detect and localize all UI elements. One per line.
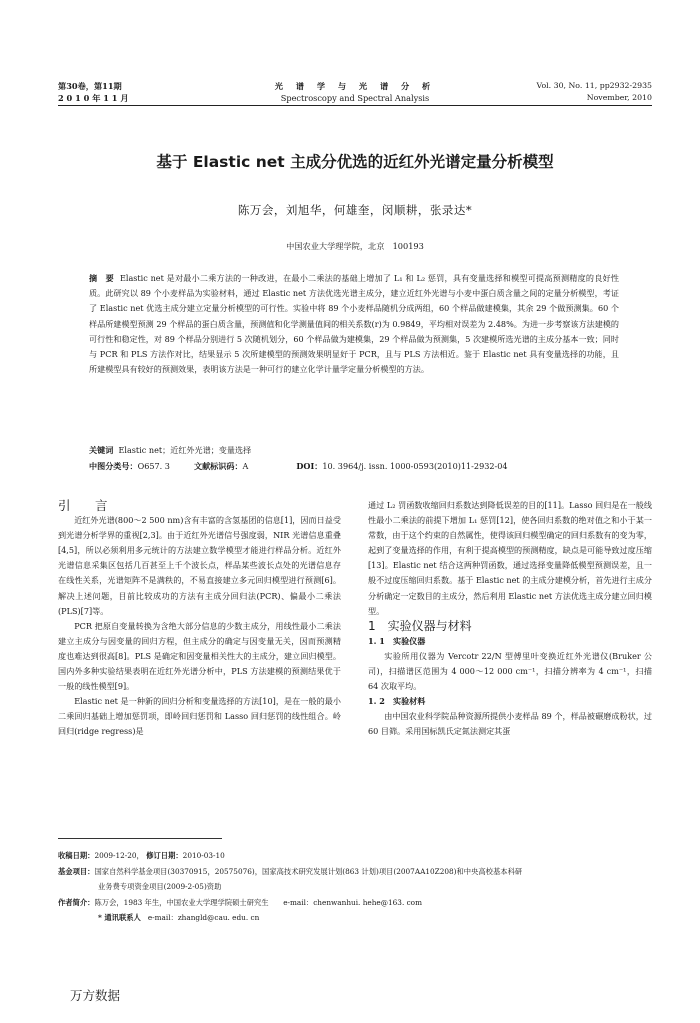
fund-value: 国家自然科学基金项目(30370915，20575076)，国家高技术研究发展计划(863 计划)项目(2007AA10Z208)和中央高校基本科研 [94, 866, 523, 876]
doc-code-label: 文献标识码： [193, 461, 243, 471]
doc-code-value: A [242, 461, 249, 471]
revised-value: 2010-03-10 [182, 851, 225, 860]
footnotes [58, 848, 652, 926]
header-volume-cn: 第30卷，第11期 [58, 81, 122, 91]
intro-paragraph-3: Elastic net 是一种新的回归分析和变量选择的方法[10]，是在一般的最小二乘回归基础上增加惩罚项，即岭回归惩罚和 Lasso 回归惩罚的线性组合。岭回归(ridge regress)是 [58, 696, 341, 737]
corr-value: e-mail：zhangld@cau. edu. cn [147, 913, 260, 922]
subsection-1-1-text: 实验所用仪器为 Vercotr 22/N 型傅里叶变换近红外光谱仪(Bruker 公司)，扫描谱区范围为 4 000～12 000 cm⁻¹，扫描分辨率为 4 cm⁻¹，扫描 64 次取平均。 [368, 650, 652, 692]
header-volume-en: Vol. 30, No. 11, pp2932-2935 [536, 81, 652, 90]
database-watermark: 万方数据 [70, 988, 121, 1003]
footnote-fund [58, 864, 652, 880]
footnote-bio [58, 895, 652, 911]
clc-value: O657. 3 [137, 461, 170, 471]
abstract [89, 271, 619, 377]
keywords-text: Elastic net；近红外光谱；变量选择 [118, 445, 252, 455]
subsection-1-2-heading: 1. 2 实验材料 [368, 696, 426, 707]
doi-value: 10. 3964/j. issn. 1000-0593(2010)11-2932-04 [322, 461, 508, 471]
header-journal [218, 80, 492, 104]
intro-paragraph-2: PCR 把原自变量转换为含绝大部分信息的少数主成分，用线性最小二乘法建立主成分与因变量的回归方程，但主成分的确定与因变量无关，因而预测精度也难达到很高[8]。PLS 是确定和因变量相关性大的主成分，建立回归模型。国内外多种实验结果表明在近红外光谱分析中，PLS 方法建模的预测结果优于一般的线性模型[9]。 [58, 620, 341, 692]
keywords-label: 关键词 [89, 445, 114, 455]
subsection-1-2-text: 由中国农业科学院品种资源所提供小麦样品 89 个，样品被碾磨成粉状，过 60 目筛。采用国标凯氏定氮法测定其蛋 [368, 711, 652, 737]
bio-value: 陈万会，1983 年生，中国农业大学理学院硕士研究生 e-mail：chenwanhui. hehe@163. com [94, 897, 422, 907]
affiliation: 中国农业大学理学院，北京 100193 [286, 241, 424, 251]
right-column [368, 498, 652, 740]
author-list: 陈万会，刘旭华，何雄奎，闵顺耕，张录达* [237, 203, 473, 217]
corr-label: * 通讯联系人 [98, 913, 141, 922]
header-volume-en-info [537, 80, 652, 104]
header-volume-info [58, 80, 129, 104]
footnote-corresponding [58, 910, 652, 926]
header-divider [58, 105, 652, 106]
received-value: 2009-12-20， [94, 851, 144, 860]
header-journal-cn: 光 谱 学 与 光 谱 分 析 [274, 81, 436, 91]
fund-label: 基金项目： [58, 866, 95, 876]
abstract-label: 摘 要 [89, 273, 114, 283]
section-1-heading: 1 实验仪器与材料 [368, 618, 472, 633]
header-journal-en: Spectroscopy and Spectral Analysis [280, 93, 430, 103]
doi-label: DOI： [296, 461, 323, 471]
received-label: 收稿日期： [58, 851, 95, 860]
subsection-1-1-heading: 1. 1 实验仪器 [368, 635, 426, 646]
intro-heading: 引 言 [58, 498, 114, 513]
bio-label: 作者简介： [58, 897, 95, 907]
header-date-en: November, 2010 [586, 93, 652, 102]
left-column [58, 498, 341, 740]
footnote-divider [58, 838, 222, 839]
clc-label: 中图分类号： [89, 461, 138, 471]
intro-paragraph-1: 近红外光谱(800～2 500 nm)含有丰富的含氢基团的信息[1]，因而日益受到光谱分析学界的重视[2,3]。由于近红外光谱信号强度弱，NIR 光谱信息重叠[4,5]，所以必须利用多元统计的方法建立数学模型才能进行样品分析。近红外光谱信息采集区包括几百甚至上千个波长点，样品某些波长点处的光谱信息存在线性关系，光谱矩阵不是满秩的，不易直接建立多元回归模型进行预测[6]。解决上述问题，目前比较成功的方法有主成分回归法(PCR)、偏最小二乘法(PLS)[7]等。 [58, 515, 341, 616]
keywords [89, 443, 619, 458]
header-date-cn: 2 0 1 0 年 1 1 月 [58, 93, 129, 103]
abstract-text: Elastic net 是对最小二乘方法的一种改进，在最小二乘法的基础上增加了 L₁ 和 L₂ 惩罚，具有变量选择和模型可提高预测精度的良好性质。此研究以 89 个小麦样品为实验材料，通过 Elastic net 方法优选光谱主成分，建立近红外光谱与小麦中蛋白质含量之间的定量分析模型，考证了 Elastic net 优选主成分建立定量分析模型的可行性。实验中将 89 个小麦样品随机分成两组，60 个样品做建模集，其余 29 个做预测集。60 个样品所建模型预测 29 个样品的蛋白质含量，预测值和化学测量值间的相关系数(r)为 0.9849，平均相对误差为 2.48%。为进一步考察该方法建模的可行性和稳定性，对 89 个样品分别进行 5 次随机划分，60 个样品做为建模集，29 个样品做为预测集，5 次建模所选光谱的主成分基本一致；同时与 PCR 和 PLS 方法作对比，结果显示 5 次所建模型的预测效果明显好于 PCR，且与 PLS 方法相近。鉴于 Elastic net 具有变量选择的功能，且所建模型具有较好的预测效果，表明该方法是一种可行的建立化学计量学定量分析模型的方法。 [89, 273, 619, 375]
revised-label: 修订日期： [146, 851, 183, 860]
paper-title: 基于 Elastic net 主成分优选的近红外光谱定量分析模型 [156, 153, 554, 171]
intro-continuation: 通过 L₂ 罚函数收缩回归系数达到降低误差的目的[11]。Lasso 回归是在一般线性最小二乘法的前提下增加 L₁ 惩罚[12]，使各回归系数的绝对值之和小于某一常数，由于这个约束的自然属性，使得该回归模型确定的回归系数有的变为零，起到了变量选择的作用，有利于提高模型的预测精度，缺点是可能导致过度压缩[13]。Elastic net 结合这两种罚函数，通过选择变量降低模型预测误差，且一般不过度压缩回归系数。基于 Elastic net 的主成分建模分析，首先进行主成分分析确定一定数目的主成分，然后利用 Elastic net 方法优选主成分建立回归模型。 [368, 500, 652, 616]
classification-row [89, 459, 619, 474]
footnote-fund-cont: 业务费专项资金项目(2009-2-05)资助 [98, 882, 222, 891]
footnote-dates [58, 848, 652, 864]
